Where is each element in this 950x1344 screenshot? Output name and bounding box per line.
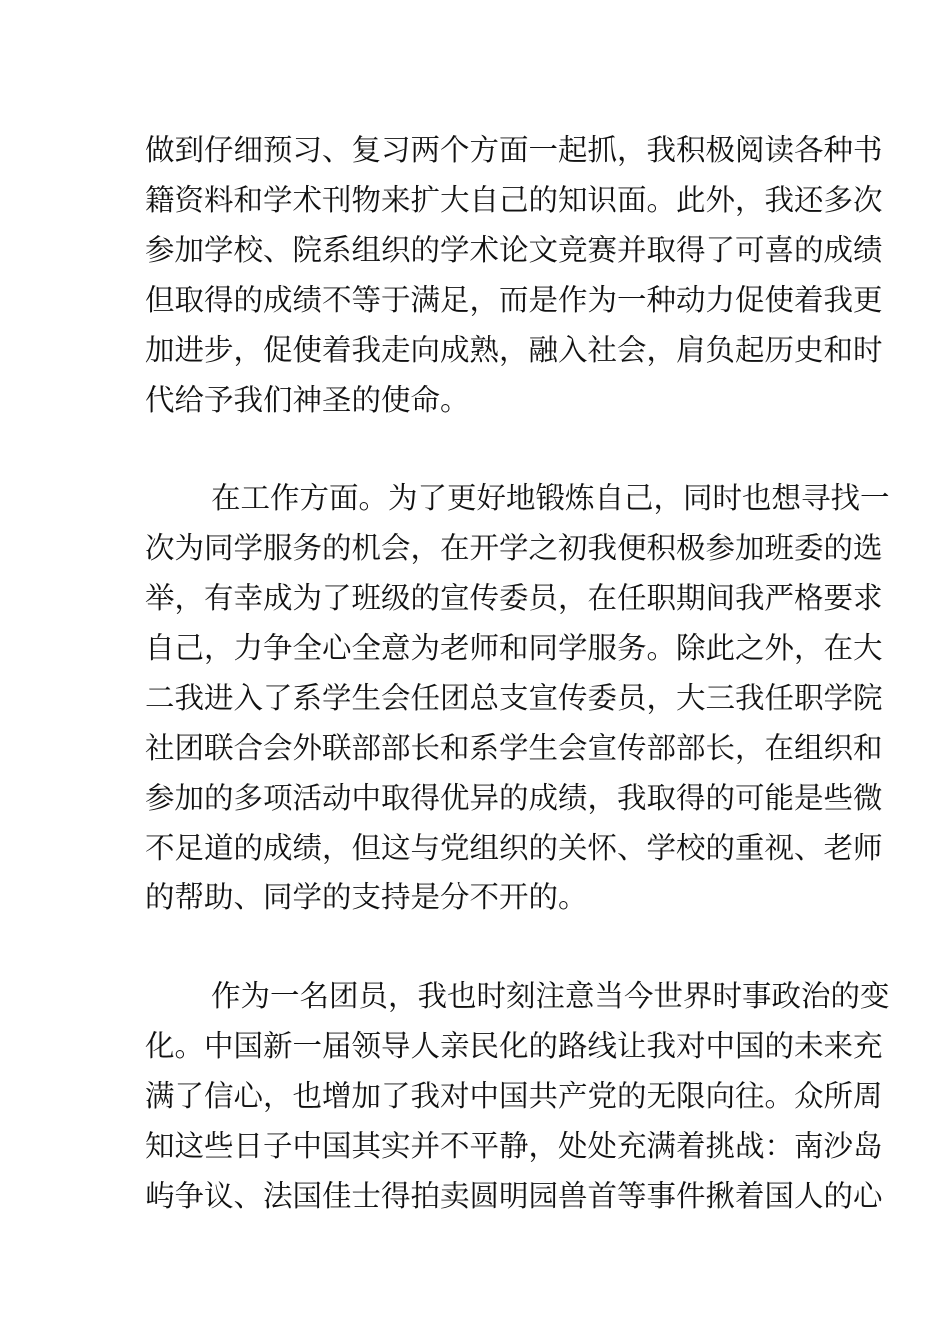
paragraph-3-line-2: 化。中国新一届领导人亲民化的路线让我对中国的未来充 (145, 1029, 883, 1063)
paragraph-2-line-4: 自己，力争全心全意为老师和同学服务。除此之外，在大 (145, 631, 883, 665)
paragraph-1-line-4: 但取得的成绩不等于满足，而是作为一种动力促使着我更 (145, 283, 883, 317)
paragraph-2-line-8: 不足道的成绩，但这与党组织的关怀、学校的重视、老师 (145, 831, 883, 865)
paragraph-3-line-5: 屿争议、法国佳士得拍卖圆明园兽首等事件揪着国人的心 (145, 1179, 883, 1213)
paragraph-2-line-7: 参加的多项活动中取得优异的成绩，我取得的可能是些微 (145, 781, 883, 815)
paragraph-2-line-1: 在工作方面。为了更好地锻炼自己，同时也想寻找一 (211, 481, 890, 515)
paragraph-2-line-3: 举，有幸成为了班级的宣传委员，在任职期间我严格要求 (145, 581, 883, 615)
paragraph-1-line-5: 加进步，促使着我走向成熟，融入社会，肩负起历史和时 (145, 333, 883, 367)
paragraph-2-line-6: 社团联合会外联部部长和系学生会宣传部部长，在组织和 (145, 731, 883, 765)
paragraph-1-line-1: 做到仔细预习、复习两个方面一起抓，我积极阅读各种书 (145, 133, 883, 167)
paragraph-1-line-6: 代给予我们神圣的使命。 (145, 383, 470, 417)
paragraph-3-line-4: 知这些日子中国其实并不平静，处处充满着挑战：南沙岛 (145, 1129, 883, 1163)
paragraph-1-line-2: 籍资料和学术刊物来扩大自己的知识面。此外，我还多次 (145, 183, 883, 217)
paragraph-2-line-5: 二我进入了系学生会任团总支宣传委员，大三我任职学院 (145, 681, 883, 715)
paragraph-2-line-2: 次为同学服务的机会，在开学之初我便积极参加班委的选 (145, 531, 883, 565)
paragraph-3-line-3: 满了信心，也增加了我对中国共产党的无限向往。众所周 (145, 1079, 883, 1113)
paragraph-3-line-1: 作为一名团员，我也时刻注意当今世界时事政治的变 (211, 979, 890, 1013)
paragraph-2-line-9: 的帮助、同学的支持是分不开的。 (145, 880, 588, 914)
paragraph-1-line-3: 参加学校、院系组织的学术论文竞赛并取得了可喜的成绩 (145, 233, 883, 267)
